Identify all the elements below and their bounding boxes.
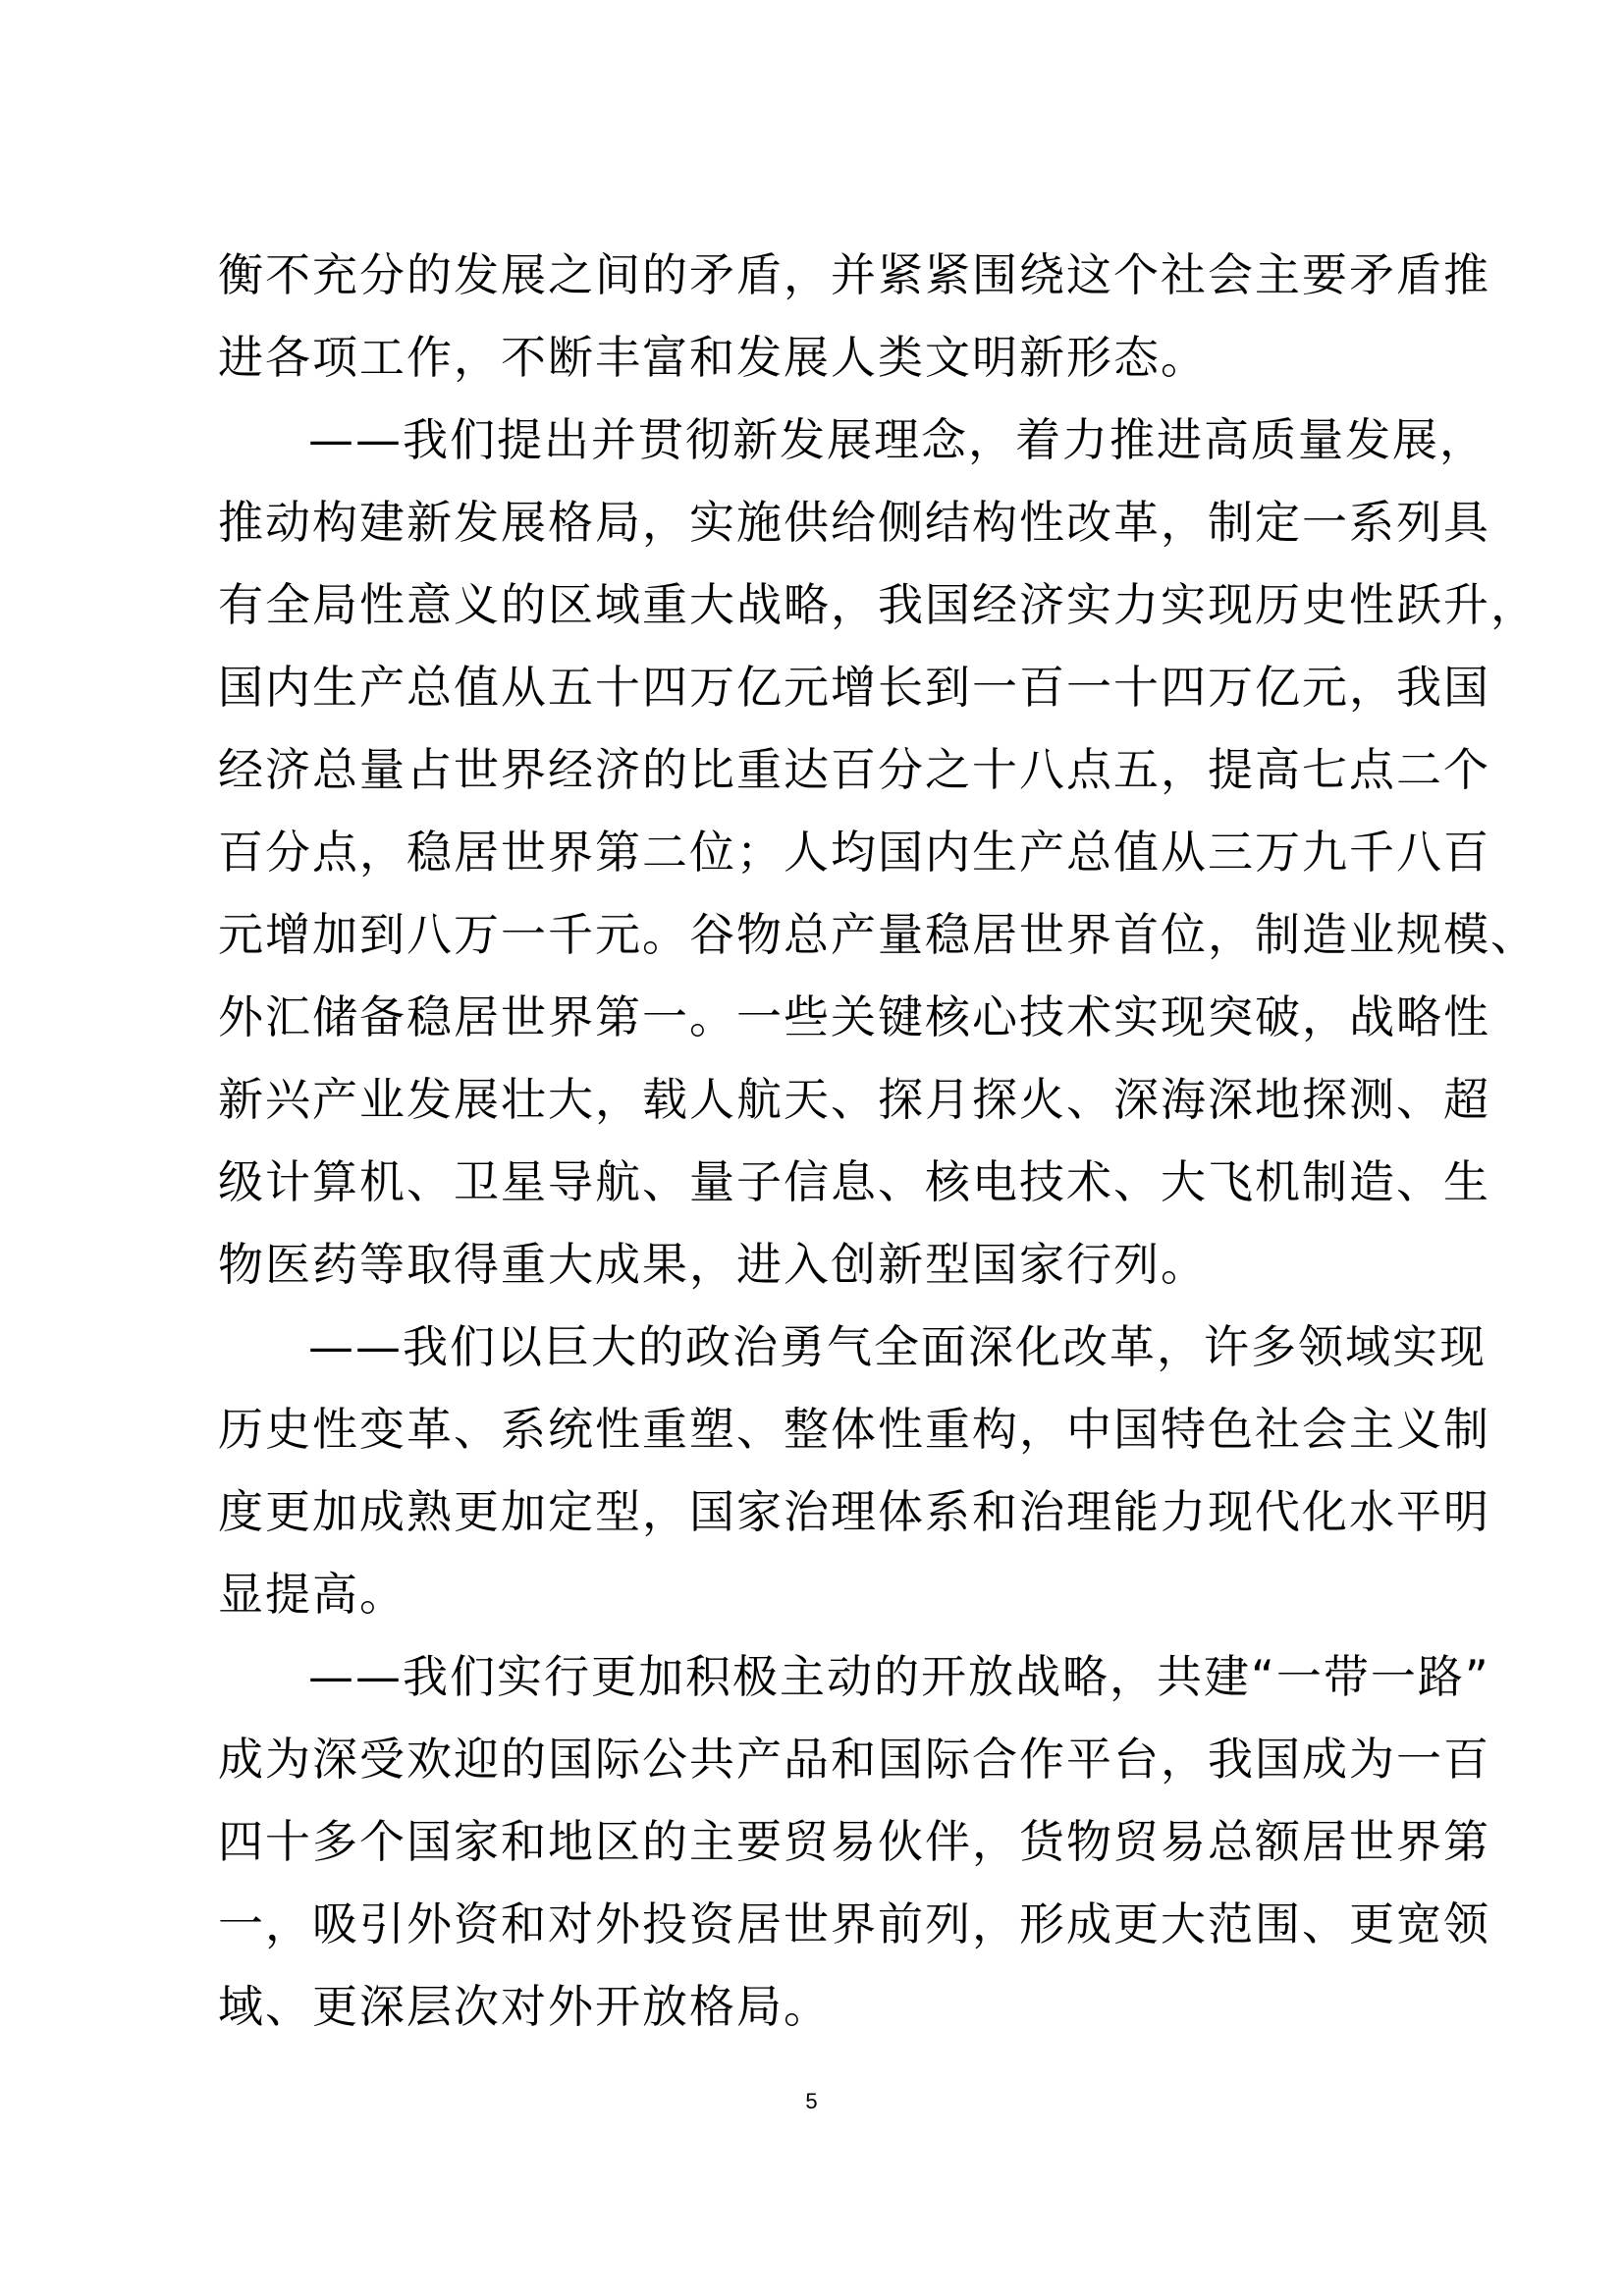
paragraph-start-line: ——我们提出并贯彻新发展理念，着力推进高质量发展， — [308, 413, 1487, 466]
text-line: 成为深受欢迎的国际公共产品和国际合作平台，我国成为一百 — [218, 1733, 1490, 1786]
body-text — [218, 234, 1538, 2048]
text-line: 四十多个国家和地区的主要贸易伙伴，货物贸易总额居世界第 — [218, 1815, 1490, 1868]
page-number: 5 — [805, 2089, 818, 2113]
text-line: 百分点，稳居世界第二位；人均国内生产总值从三万九千八百 — [218, 826, 1490, 879]
text-line: 衡不充分的发展之间的矛盾，并紧紧围绕这个社会主要矛盾推 — [218, 248, 1490, 301]
text-line: 进各项工作，不断丰富和发展人类文明新形态。 — [218, 331, 1208, 384]
text-line: 域、更深层次对外开放格局。 — [218, 1980, 831, 2033]
text-line: 级计算机、卫星导航、量子信息、核电技术、大飞机制造、生 — [218, 1155, 1490, 1208]
text-line: 有全局性意义的区域重大战略，我国经济实力实现历史性跃升， — [218, 578, 1538, 631]
text-line: 显提高。 — [218, 1568, 406, 1621]
text-line: 国内生产总值从五十四万亿元增长到一百一十四万亿元，我国 — [218, 661, 1490, 714]
text-line: 一，吸引外资和对外投资居世界前列，形成更大范围、更宽领 — [218, 1897, 1490, 1950]
text-line: 历史性变革、系统性重塑、整体性重构，中国特色社会主义制 — [218, 1403, 1490, 1456]
text-line: 新兴产业发展壮大，载人航天、探月探火、深海深地探测、超 — [218, 1073, 1490, 1126]
text-line: 推动构建新发展格局，实施供给侧结构性改革，制定一系列具 — [218, 496, 1490, 549]
text-line: 元增加到八万一千元。谷物总产量稳居世界首位，制造业规模、 — [218, 908, 1538, 961]
text-line: 经济总量占世界经济的比重达百分之十八点五，提高七点二个 — [218, 743, 1490, 796]
text-line: 物医药等取得重大成果，进入创新型国家行列。 — [218, 1238, 1208, 1291]
text-line: 外汇储备稳居世界第一。一些关键核心技术实现突破，战略性 — [218, 990, 1490, 1043]
text-line: 度更加成熟更加定型，国家治理体系和治理能力现代化水平明 — [218, 1485, 1490, 1538]
paragraph-start-line: ——我们以巨大的政治勇气全面深化改革，许多领域实现 — [308, 1320, 1487, 1373]
paragraph-start-line: ——我们实行更加积极主动的开放战略，共建“一带一路” — [308, 1650, 1490, 1703]
